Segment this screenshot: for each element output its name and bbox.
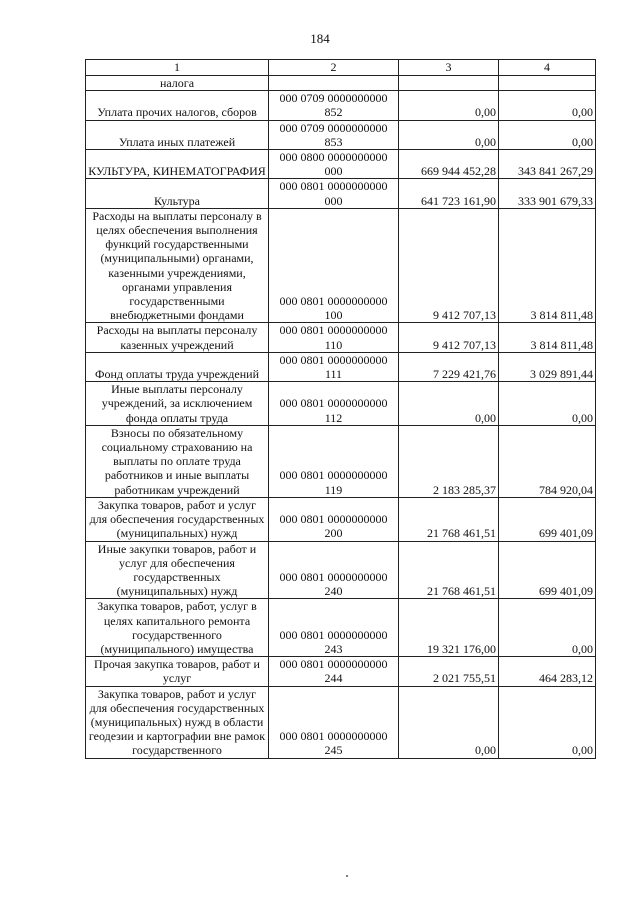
row-value-4: 464 283,12 [499, 657, 596, 686]
row-name: Иные выплаты персоналу учреждений, за исключением фонда оплаты труда [86, 382, 269, 426]
table-row [86, 179, 596, 208]
row-value-4: 343 841 267,29 [499, 150, 596, 179]
row-code: 000 0800 0000000000 000 [269, 150, 399, 179]
row-code: 000 0801 0000000000 244 [269, 657, 399, 686]
row-value-3: 641 723 161,90 [399, 179, 499, 208]
row-code: 000 0709 0000000000 852 [269, 91, 399, 120]
table-row [86, 91, 596, 120]
column-header-2: 2 [269, 60, 399, 76]
row-code: 000 0709 0000000000 853 [269, 120, 399, 149]
row-name: Взносы по обязательному социальному страхованию на выплаты по оплате труда работников и иные выплаты работникам учреждений [86, 425, 269, 497]
row-value-3 [399, 76, 499, 91]
row-code: 000 0801 0000000000 200 [269, 497, 399, 541]
row-value-4: 784 920,04 [499, 425, 596, 497]
table-row [86, 323, 596, 352]
row-value-3: 2 183 285,37 [399, 425, 499, 497]
table-row [86, 352, 596, 381]
table-row [86, 497, 596, 541]
budget-table [85, 59, 596, 759]
row-value-4: 3 814 811,48 [499, 208, 596, 323]
table-row [86, 541, 596, 599]
table-row [86, 382, 596, 426]
row-name: Закупка товаров, работ и услуг для обеспечения государственных (муниципальных) нужд в области геодезии и картографии вне рамок государственного [86, 686, 269, 758]
header-row [86, 60, 596, 76]
row-value-4: 333 901 679,33 [499, 179, 596, 208]
row-code: 000 0801 0000000000 243 [269, 599, 399, 657]
row-code: 000 0801 0000000000 111 [269, 352, 399, 381]
row-name: налога [86, 76, 269, 91]
row-value-3: 9 412 707,13 [399, 208, 499, 323]
table-row [86, 150, 596, 179]
row-value-3: 0,00 [399, 686, 499, 758]
row-value-3: 669 944 452,28 [399, 150, 499, 179]
row-code: 000 0801 0000000000 000 [269, 179, 399, 208]
row-value-4: 699 401,09 [499, 541, 596, 599]
table-row [86, 657, 596, 686]
row-name: Фонд оплаты труда учреждений [86, 352, 269, 381]
row-name: Закупка товаров, работ и услуг для обеспечения государственных (муниципальных) нужд [86, 497, 269, 541]
row-value-4: 0,00 [499, 120, 596, 149]
table-row [86, 686, 596, 758]
row-value-3: 0,00 [399, 382, 499, 426]
row-code: 000 0801 0000000000 112 [269, 382, 399, 426]
row-name: Закупка товаров, работ, услуг в целях капитального ремонта государственного (муниципального) имущества [86, 599, 269, 657]
column-header-3: 3 [399, 60, 499, 76]
row-value-4: 0,00 [499, 599, 596, 657]
row-value-4: 0,00 [499, 686, 596, 758]
row-value-4: 0,00 [499, 91, 596, 120]
row-value-4 [499, 76, 596, 91]
column-header-4: 4 [499, 60, 596, 76]
row-value-4: 0,00 [499, 382, 596, 426]
row-code [269, 76, 399, 91]
row-value-3: 7 229 421,76 [399, 352, 499, 381]
row-name: Культура [86, 179, 269, 208]
row-code: 000 0801 0000000000 240 [269, 541, 399, 599]
row-name: Иные закупки товаров, работ и услуг для обеспечения государственных (муниципальных) нужд [86, 541, 269, 599]
row-name: Уплата иных платежей [86, 120, 269, 149]
column-header-1: 1 [86, 60, 269, 76]
row-name: КУЛЬТУРА, КИНЕМАТОГРАФИЯ [86, 150, 269, 179]
row-value-4: 3 814 811,48 [499, 323, 596, 352]
row-value-3: 19 321 176,00 [399, 599, 499, 657]
row-code: 000 0801 0000000000 119 [269, 425, 399, 497]
row-value-4: 699 401,09 [499, 497, 596, 541]
row-value-3: 0,00 [399, 91, 499, 120]
row-value-3: 9 412 707,13 [399, 323, 499, 352]
table-row [86, 208, 596, 323]
row-value-3: 21 768 461,51 [399, 541, 499, 599]
row-value-3: 0,00 [399, 120, 499, 149]
row-value-4: 3 029 891,44 [499, 352, 596, 381]
table-row [86, 599, 596, 657]
row-value-3: 21 768 461,51 [399, 497, 499, 541]
table-row [86, 425, 596, 497]
page-number: 184 [310, 31, 330, 46]
row-value-3: 2 021 755,51 [399, 657, 499, 686]
scan-speck [346, 875, 348, 877]
table-row [86, 76, 596, 91]
row-code: 000 0801 0000000000 245 [269, 686, 399, 758]
row-name: Уплата прочих налогов, сборов [86, 91, 269, 120]
row-name: Расходы на выплаты персоналу в целях обеспечения выполнения функций государственными (муниципальными) органами, казенными учреждениями, органами управления государственными внебюджетными фондами [86, 208, 269, 323]
row-code: 000 0801 0000000000 110 [269, 323, 399, 352]
table-row [86, 120, 596, 149]
row-code: 000 0801 0000000000 100 [269, 208, 399, 323]
row-name: Расходы на выплаты персоналу казенных учреждений [86, 323, 269, 352]
row-name: Прочая закупка товаров, работ и услуг [86, 657, 269, 686]
